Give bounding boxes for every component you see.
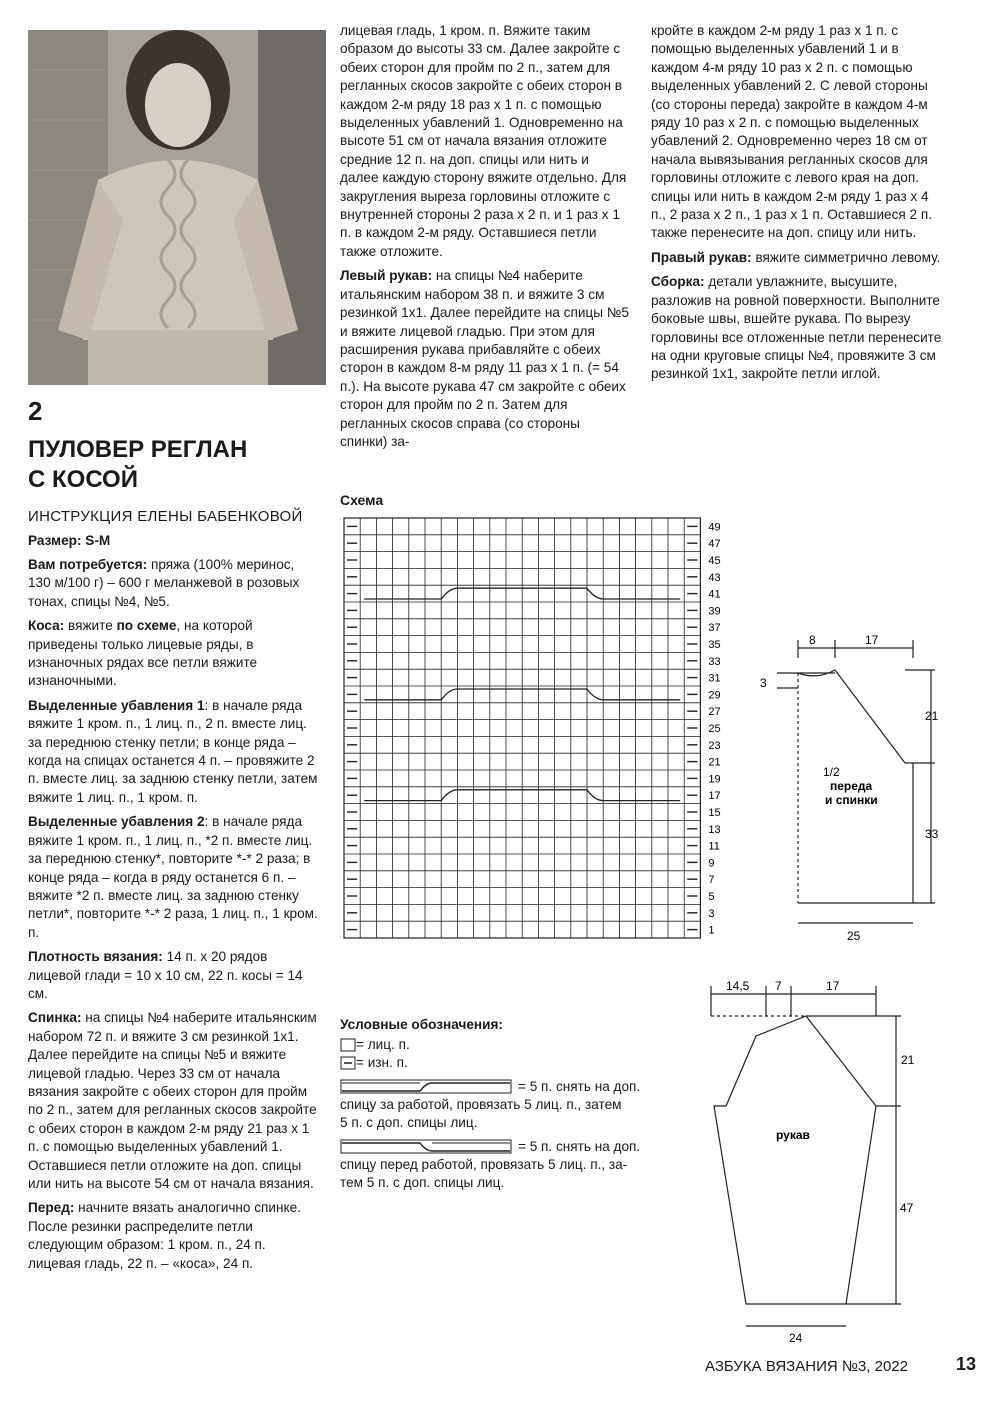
legend-cable1-text-a: = 5 п. снять на доп. <box>518 1079 641 1094</box>
row-number-label: 43 <box>708 571 721 584</box>
cable-back-symbol-icon <box>340 1079 514 1095</box>
body-dim-6: 25 <box>847 929 861 943</box>
assembly-label: Сборка: <box>651 274 705 290</box>
materials-text: пряжа (100% меринос, 130 м/100 г) – 600 г меланжевой в розовых тонах, спицы №4, №5. <box>28 557 300 609</box>
materials-label: Вам потребуется: <box>28 557 148 572</box>
row-number-label: 25 <box>708 723 721 735</box>
row-number-label: 1 <box>708 924 715 937</box>
front-paragraph <box>28 1199 320 1273</box>
body-dim-3: 3 <box>760 676 767 690</box>
front-continued: лицевая гладь, 1 кром. п. Вяжите таким образом до высоты 33 см. Далее закройте с обеих сторон для пройм по 2 п., затем для регланных скосов закройте с обеих сторон в каждом 2-м ряду 18 раз х 1 п. с помощью выделенных убавлений 1. Одновременно на высоте 51 см от начала вязания отложите средние 12 п. на доп. спицы или нить и далее каждую сторону вяжите отдельно. Для закругления выреза горловины отложите с внутренней стороны 2 раза х 2 п. и 1 раз х 1 п. в каждом 2-м ряду. Оставшиеся петли также отложите. <box>340 23 627 259</box>
cable-text-1: вяжите <box>64 618 117 634</box>
sleeve-dim-1: 14,5 <box>726 979 750 993</box>
row-number-label: 19 <box>708 773 721 786</box>
body-dim-2: 17 <box>865 633 879 647</box>
gauge-paragraph <box>28 948 320 1003</box>
sleeve-dim-6: 24 <box>789 1331 803 1345</box>
legend-cable2-text-b: спицу перед работой, провязать 5 лиц. п., за- <box>340 1157 628 1172</box>
row-number-label: 15 <box>708 807 721 819</box>
left-sleeve-label: Левый рукав: <box>340 268 433 284</box>
sleeve-schematic <box>696 976 946 1346</box>
assembly-text: детали увлажните, высушите, разложив на ровной поверхности. Выполните боковые швы, вшейте рукава. По вырезу горловины все отложенные петли перенесите на одни круговые спицы №4, провяжите 3 см резинкой 1х1, закройте петли иглой. <box>651 274 942 382</box>
assembly-paragraph <box>651 273 943 383</box>
column-1-text <box>28 556 320 1279</box>
row-number-label: 27 <box>708 706 721 719</box>
row-number-label: 29 <box>708 689 721 702</box>
row-number-label: 5 <box>708 891 715 903</box>
back-label: Спинка: <box>28 1010 82 1026</box>
body-schematic <box>755 628 955 948</box>
dec1-text: : в начале ряда вяжите 1 кром. п., 1 лиц. п., 2 п. вместе лиц. за переднюю стенку петли; в конце ряда – когда на спицах останется 4 п. – провяжите 2 п. вместе лиц. за заднюю стенку петли, затем вяжите 1 лиц. п., 1 кром. п. <box>28 697 318 805</box>
row-number-label: 13 <box>708 823 721 836</box>
left-sleeve-text: на спицы №4 наберите итальянским набором 38 п. и вяжите 3 см резинкой 1х1. Далее перейдите на спицы №5 и вяжите лицевой гладью. При этом для расширения рукава прибавляйте с обеих сторон в каждом 8-м ряду 11 раз х 1 п. (= 54 п.). На высоте рукава 47 см закройте с обеих сторон для пройм по 2 п. Затем для регланных скосов справа (со стороны спинки) за- <box>340 268 629 449</box>
dec1-label: Выделенные убавления 1 <box>28 697 205 713</box>
column-3-text <box>651 22 943 390</box>
right-sleeve-label: Правый рукав: <box>651 249 752 265</box>
row-number-label: 35 <box>708 639 721 651</box>
right-sleeve-paragraph <box>651 249 943 267</box>
gauge-text: 14 п. х 20 рядов лицевой глади = 10 х 10 см, 22 п. косы = 14 см. <box>28 949 303 1001</box>
legend-knit-text: = лиц. п. <box>356 1037 410 1052</box>
materials-paragraph <box>28 556 320 611</box>
row-number-label: 17 <box>708 790 721 803</box>
purl-symbol-icon <box>340 1056 356 1070</box>
row-number-label: 23 <box>708 739 721 752</box>
legend-cable2-text-a: = 5 п. снять на доп. <box>518 1139 641 1154</box>
size-line: Размер: S-M <box>28 533 111 548</box>
gauge-label: Плотность вязания: <box>28 949 163 965</box>
legend-cable1-row <box>340 1078 680 1132</box>
row-number-label: 45 <box>708 555 721 567</box>
row-number-label: 11 <box>708 840 720 853</box>
legend-cable1-text-b: спицу за работой, провязать 5 лиц. п., затем <box>340 1097 622 1112</box>
cable-bold: по схеме <box>116 618 177 634</box>
model-photo <box>28 30 326 385</box>
left-sleeve-paragraph <box>340 267 630 451</box>
cable-text-2: , на которой приведены только лицевые ряды, в изнаночных рядах все петли вяжите изнаночными. <box>28 618 258 689</box>
sleeve-label: рукав <box>776 1128 810 1142</box>
legend-cable2-row <box>340 1138 680 1192</box>
row-number-label: 33 <box>708 655 721 668</box>
cable-front-symbol-icon <box>340 1139 514 1155</box>
sleeve-dim-5: 47 <box>900 1201 914 1215</box>
body-dim-5: 33 <box>925 827 939 841</box>
legend-cable2-text-c: тем 5 п. с доп. спицы лиц. <box>340 1175 505 1190</box>
pattern-title-line1: ПУЛОВЕР РЕГЛАН <box>28 436 248 463</box>
body-label-fraction: 1/2 <box>823 765 840 779</box>
chart-row-numbers <box>708 521 720 936</box>
chart-title: Схема <box>340 492 384 508</box>
body-label-back: и спинки <box>825 793 878 807</box>
sleeve-dim-4: 21 <box>901 1053 915 1067</box>
row-number-label: 47 <box>708 538 721 551</box>
dec2-text: : в начале ряда вяжите 1 кром. п., 1 лиц. п., *2 п. вместе лиц. за переднюю стенку*, повторите *-* 2 раза; в конце ряда – когда в ряду останется 6 п. – вяжите *2 п. вместе лиц. за заднюю стенку петли*, повторите *-* 2 раза, 1 лиц. п., 1 кром. п. <box>28 814 318 940</box>
legend-title: Условные обозначения: <box>340 1017 503 1032</box>
right-sleeve-text: вяжите симметрично левому. <box>751 249 941 265</box>
sleeve-outline <box>714 1016 876 1304</box>
row-number-label: 9 <box>708 857 715 870</box>
knit-symbol-icon <box>340 1038 356 1052</box>
sleeve-dim-2: 7 <box>775 979 782 993</box>
legend-cable1-text-c: 5 п. с доп. спицы лиц. <box>340 1115 478 1130</box>
dec2-paragraph <box>28 813 320 942</box>
column-2-text <box>340 22 630 457</box>
footer-page-number: 13 <box>956 1354 977 1374</box>
body-label-front: переда <box>830 779 873 793</box>
back-text: на спицы №4 наберите итальянским набором 72 п. и вяжите 3 см резинкой 1х1. Далее перейдите на спицы №5 и вяжите лицевой гладью. Через 33 см от начала вязания закройте с обеих сторон для пройм по 2 п., затем для регланных скосов закройте с обеих сторон в каждом 2-м ряду 21 раз х 1 п. с помощью выделенных убавлений 1. Оставшиеся петли отложите на доп. спицы или нить на высоте 54 см от начала вязания. <box>28 1010 317 1191</box>
dec2-label: Выделенные убавления 2 <box>28 814 205 830</box>
front-text: начните вязать аналогично спинке. После резинки распределите петли следующим образом: 1 кром. п., 24 п. лицевая гладь, 22 п. – «коса», 24 п. <box>28 1200 301 1271</box>
footer-magazine: АЗБУКА ВЯЗАНИЯ №3, 2022 <box>705 1358 908 1375</box>
row-number-label: 3 <box>708 907 715 920</box>
legend-purl-text: = изн. п. <box>356 1055 408 1070</box>
legend-purl-row <box>340 1054 680 1072</box>
sleeve-continued: кройте в каждом 2-м ряду 1 раз х 1 п. с помощью выделенных убавлений 1 и в каждом 4-м ряду 10 раз х 2 п. с помощью выделенных убавлений 2. С левой стороны (со стороны переда) закройте в каждом 4-м ряду 10 раз х 2 п. с помощью выделенных убавлений 2. Одновременно через 18 см от начала вывязывания регланных скосов для горловины отложите с левого края на доп. спицы или нить в каждом 2-м ряду 1 раз х 4 п., 2 раза х 2 п., 1 раз х 1 п. Оставшиеся 2 п. также перенесите на доп. спицу или нить. <box>651 23 933 241</box>
row-number-label: 37 <box>708 622 721 635</box>
row-number-label: 31 <box>708 672 721 685</box>
cable-label: Коса: <box>28 618 65 634</box>
chart-grid <box>344 518 700 938</box>
row-number-label: 21 <box>708 756 721 769</box>
row-number-label: 7 <box>708 874 715 887</box>
pattern-number: 2 <box>28 396 43 426</box>
pattern-title-line2: С КОСОЙ <box>28 466 138 493</box>
back-paragraph <box>28 1009 320 1193</box>
cable-paragraph <box>28 617 320 691</box>
row-number-label: 39 <box>708 605 721 618</box>
author-credit: ИНСТРУКЦИЯ ЕЛЕНЫ БАБЕНКОВОЙ <box>28 508 303 525</box>
body-dim-4: 21 <box>925 709 939 723</box>
front-label: Перед: <box>28 1200 75 1216</box>
body-dim-1: 8 <box>809 633 816 647</box>
row-number-label: 49 <box>708 521 721 534</box>
cable-chart <box>336 514 746 946</box>
dec1-paragraph <box>28 697 320 807</box>
sleeve-dim-3: 17 <box>826 979 840 993</box>
legend-knit-row <box>340 1036 680 1054</box>
row-number-label: 41 <box>708 588 721 601</box>
legend <box>340 1016 680 1192</box>
